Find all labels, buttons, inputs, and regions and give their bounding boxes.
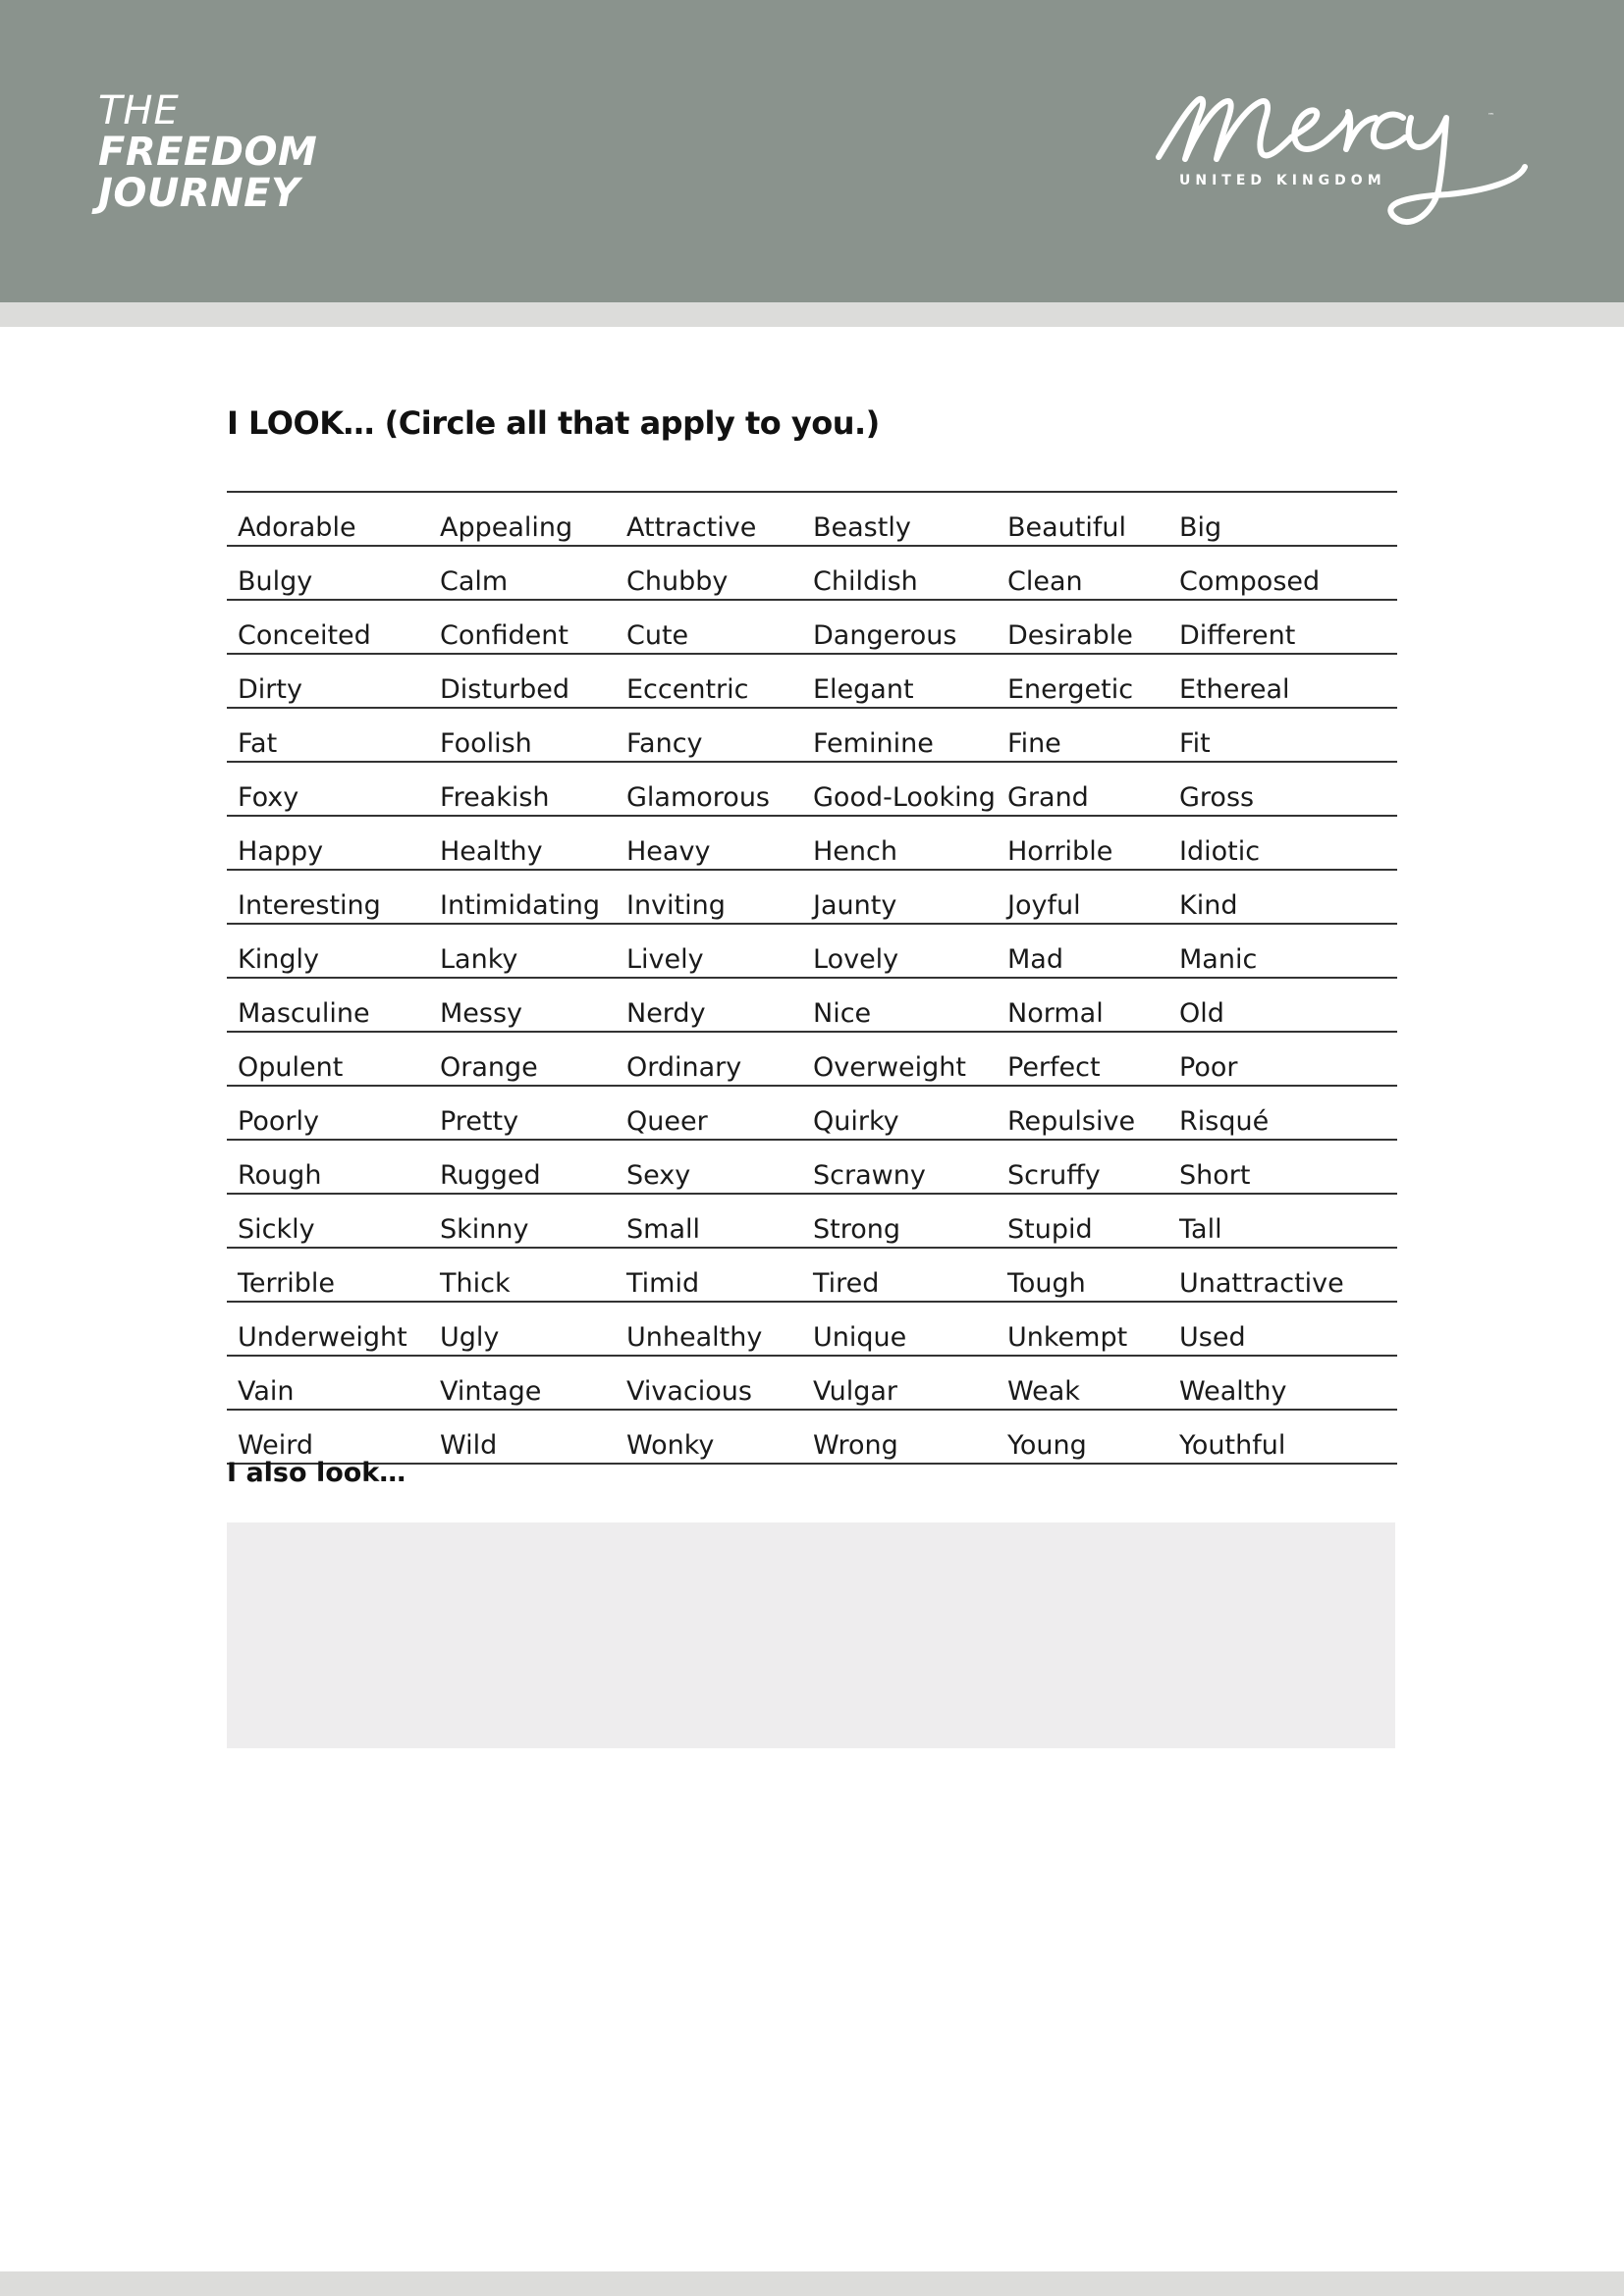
word-option[interactable]: Perfect — [997, 1032, 1168, 1086]
word-option[interactable]: Fine — [997, 708, 1168, 762]
word-option[interactable]: Kind — [1168, 870, 1397, 924]
word-option[interactable]: Unique — [802, 1302, 997, 1356]
word-row — [227, 654, 1397, 708]
word-option[interactable]: Sexy — [616, 1140, 802, 1194]
word-option[interactable]: Wild — [429, 1410, 616, 1464]
word-option[interactable]: Unkempt — [997, 1302, 1168, 1356]
word-option[interactable]: Adorable — [227, 492, 429, 546]
word-row — [227, 870, 1397, 924]
word-option[interactable]: Youthful — [1168, 1410, 1397, 1464]
word-option[interactable]: Scruffy — [997, 1140, 1168, 1194]
word-option[interactable]: Grand — [997, 762, 1168, 816]
word-option[interactable]: Thick — [429, 1248, 616, 1302]
word-option[interactable]: Beastly — [802, 492, 997, 546]
word-option[interactable]: Fancy — [616, 708, 802, 762]
word-option[interactable]: Joyful — [997, 870, 1168, 924]
word-option[interactable]: Big — [1168, 492, 1397, 546]
word-option[interactable]: Bulgy — [227, 546, 429, 600]
word-option[interactable]: Ugly — [429, 1302, 616, 1356]
word-option[interactable]: Clean — [997, 546, 1168, 600]
word-row — [227, 1248, 1397, 1302]
word-option[interactable]: Elegant — [802, 654, 997, 708]
word-option[interactable]: Underweight — [227, 1302, 429, 1356]
word-option[interactable]: Desirable — [997, 600, 1168, 654]
word-row — [227, 762, 1397, 816]
word-option[interactable]: Sickly — [227, 1194, 429, 1248]
word-option[interactable]: Orange — [429, 1032, 616, 1086]
word-option[interactable]: Composed — [1168, 546, 1397, 600]
word-row — [227, 1140, 1397, 1194]
logo-line-2: FREEDOM — [98, 130, 318, 175]
word-option[interactable]: Normal — [997, 978, 1168, 1032]
page-title: I LOOK… (Circle all that apply to you.) — [227, 404, 880, 442]
word-option[interactable]: Stupid — [997, 1194, 1168, 1248]
word-row — [227, 1086, 1397, 1140]
word-option[interactable]: Repulsive — [997, 1086, 1168, 1140]
word-option[interactable]: Foxy — [227, 762, 429, 816]
word-option[interactable]: Eccentric — [616, 654, 802, 708]
word-option[interactable]: Wrong — [802, 1410, 997, 1464]
word-option[interactable]: Vintage — [429, 1356, 616, 1410]
word-option[interactable]: Happy — [227, 816, 429, 870]
word-option[interactable]: Glamorous — [616, 762, 802, 816]
word-option[interactable]: Wealthy — [1168, 1356, 1397, 1410]
word-option[interactable]: Attractive — [616, 492, 802, 546]
word-row — [227, 546, 1397, 600]
word-option[interactable]: Young — [997, 1410, 1168, 1464]
word-option[interactable]: Poorly — [227, 1086, 429, 1140]
word-option[interactable]: Nice — [802, 978, 997, 1032]
word-option[interactable]: Weird — [227, 1410, 429, 1464]
word-option[interactable]: Gross — [1168, 762, 1397, 816]
word-option[interactable]: Rough — [227, 1140, 429, 1194]
word-option[interactable]: Lively — [616, 924, 802, 978]
word-option[interactable]: Ethereal — [1168, 654, 1397, 708]
word-option[interactable]: Vulgar — [802, 1356, 997, 1410]
word-option[interactable]: Ordinary — [616, 1032, 802, 1086]
word-option[interactable]: Idiotic — [1168, 816, 1397, 870]
word-option[interactable]: Scrawny — [802, 1140, 997, 1194]
word-option[interactable]: Quirky — [802, 1086, 997, 1140]
word-option[interactable]: Disturbed — [429, 654, 616, 708]
word-option[interactable]: Inviting — [616, 870, 802, 924]
word-row — [227, 1302, 1397, 1356]
word-row — [227, 1410, 1397, 1464]
word-option[interactable]: Vivacious — [616, 1356, 802, 1410]
word-option[interactable]: Unhealthy — [616, 1302, 802, 1356]
word-option[interactable]: Healthy — [429, 816, 616, 870]
word-option[interactable]: Mad — [997, 924, 1168, 978]
word-row — [227, 708, 1397, 762]
word-option[interactable]: Timid — [616, 1248, 802, 1302]
word-option[interactable]: Terrible — [227, 1248, 429, 1302]
word-option[interactable]: Appealing — [429, 492, 616, 546]
word-row — [227, 1356, 1397, 1410]
word-option[interactable]: Cute — [616, 600, 802, 654]
word-option[interactable]: Risqué — [1168, 1086, 1397, 1140]
footer-strip — [0, 2271, 1624, 2296]
word-option[interactable]: Messy — [429, 978, 616, 1032]
word-option[interactable]: Queer — [616, 1086, 802, 1140]
word-option[interactable]: Fit — [1168, 708, 1397, 762]
word-option[interactable]: Pretty — [429, 1086, 616, 1140]
word-option[interactable]: Tough — [997, 1248, 1168, 1302]
page-header — [0, 0, 1624, 302]
word-option[interactable]: Different — [1168, 600, 1397, 654]
mercy-subtitle: UNITED KINGDOM — [1179, 173, 1386, 188]
word-option[interactable]: Beautiful — [997, 492, 1168, 546]
word-option[interactable]: Foolish — [429, 708, 616, 762]
word-option[interactable]: Conceited — [227, 600, 429, 654]
word-option[interactable]: Kingly — [227, 924, 429, 978]
word-option[interactable]: Rugged — [429, 1140, 616, 1194]
logo-line-1: THE — [98, 88, 180, 133]
word-option[interactable]: Overweight — [802, 1032, 997, 1086]
word-option[interactable]: Dangerous — [802, 600, 997, 654]
word-option[interactable]: Small — [616, 1194, 802, 1248]
word-option[interactable]: Manic — [1168, 924, 1397, 978]
word-option[interactable]: Masculine — [227, 978, 429, 1032]
word-option[interactable]: Intimidating — [429, 870, 616, 924]
word-grid-body — [227, 492, 1397, 1464]
word-option[interactable]: Confident — [429, 600, 616, 654]
word-option[interactable]: Used — [1168, 1302, 1397, 1356]
word-grid — [227, 491, 1397, 1465]
header-divider — [0, 302, 1624, 327]
word-row — [227, 1194, 1397, 1248]
word-option[interactable]: Weak — [997, 1356, 1168, 1410]
logo-line-3: JOURNEY — [98, 171, 300, 216]
word-option[interactable]: Interesting — [227, 870, 429, 924]
word-option[interactable]: Vain — [227, 1356, 429, 1410]
svg-text:™: ™ — [1488, 112, 1494, 120]
word-option[interactable]: Hench — [802, 816, 997, 870]
word-option[interactable]: Skinny — [429, 1194, 616, 1248]
word-row — [227, 492, 1397, 546]
word-option[interactable]: Fat — [227, 708, 429, 762]
word-row — [227, 978, 1397, 1032]
also-look-label: I also look… — [227, 1458, 406, 1488]
word-option[interactable]: Tall — [1168, 1194, 1397, 1248]
word-option[interactable]: Good-Looking — [802, 762, 997, 816]
word-row — [227, 816, 1397, 870]
word-option[interactable]: Childish — [802, 546, 997, 600]
word-option[interactable]: Chubby — [616, 546, 802, 600]
word-row — [227, 600, 1397, 654]
also-look-answer-box[interactable] — [227, 1522, 1395, 1748]
word-option[interactable]: Lovely — [802, 924, 997, 978]
word-option[interactable]: Short — [1168, 1140, 1397, 1194]
word-option[interactable]: Heavy — [616, 816, 802, 870]
word-row — [227, 924, 1397, 978]
word-option[interactable]: Feminine — [802, 708, 997, 762]
word-option[interactable]: Energetic — [997, 654, 1168, 708]
word-option[interactable]: Horrible — [997, 816, 1168, 870]
word-option[interactable]: Dirty — [227, 654, 429, 708]
word-option[interactable]: Freakish — [429, 762, 616, 816]
word-option[interactable]: Calm — [429, 546, 616, 600]
word-option[interactable]: Poor — [1168, 1032, 1397, 1086]
word-option[interactable]: Wonky — [616, 1410, 802, 1464]
freedom-journey-logo — [98, 90, 317, 214]
word-option[interactable]: Lanky — [429, 924, 616, 978]
word-row — [227, 1032, 1397, 1086]
word-option[interactable]: Unattractive — [1168, 1248, 1397, 1302]
word-option[interactable]: Old — [1168, 978, 1397, 1032]
word-option[interactable]: Nerdy — [616, 978, 802, 1032]
mercy-logo — [1154, 88, 1532, 231]
word-option[interactable]: Strong — [802, 1194, 997, 1248]
word-option[interactable]: Tired — [802, 1248, 997, 1302]
word-option[interactable]: Jaunty — [802, 870, 997, 924]
word-option[interactable]: Opulent — [227, 1032, 429, 1086]
